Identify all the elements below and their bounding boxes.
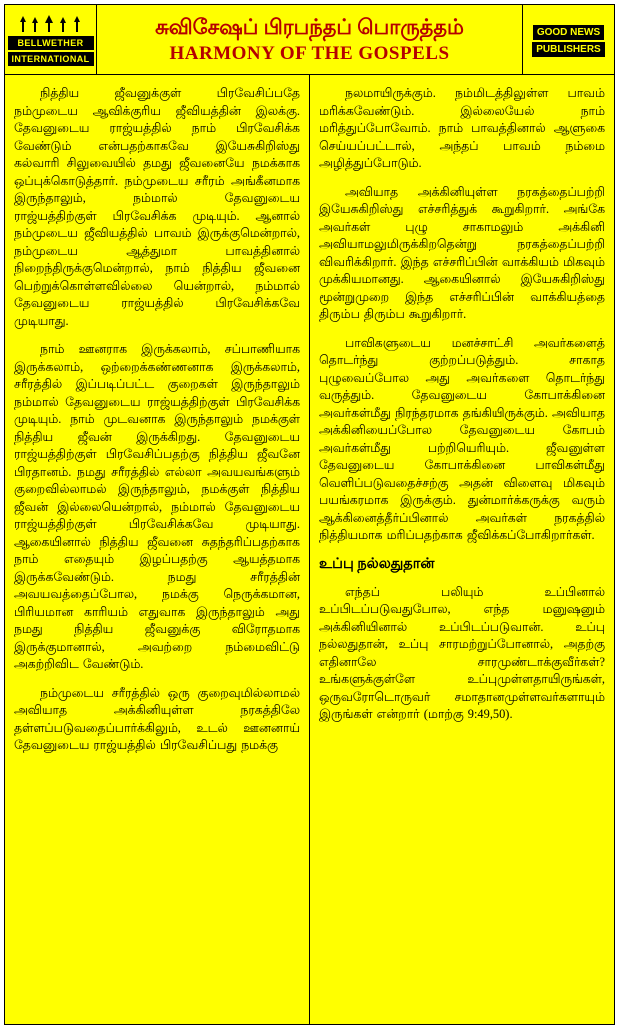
bellwether-subname: INTERNATIONAL: [8, 52, 94, 66]
torch-icon: [8, 13, 94, 35]
good-news-label: GOOD NEWS: [533, 25, 604, 40]
paragraph: நலமாயிருக்கும். நம்மிடத்திலுள்ள பாவம் மரிக்கவேண்டும். இல்லையேல் நாம் மரித்துப்போவோம். நாம் பாவத்தினால் ஆளுகை செய்யப்பட்டால், அந்தப் பாவம் நம்மை அழித்துப்போடும்.: [319, 86, 605, 170]
right-column: [310, 75, 614, 1024]
paragraph: பாவிகளுடைய மனச்சாட்சி அவர்களைத் தொடர்ந்து குற்றப்படுத்தும். சாகாத புழுவைப்போல அது அவர்களை தொடர்ந்து வருத்தும். தேவனுடைய கோபாக்கினை அவர்கள்மீது நிரந்தரமாக தங்கியிருக்கும். அவியாத அக்கினியைப்போல தேவனுடைய கோபம் அவர்கள்மீது பற்றியெரியும். ஜீவனுள்ள தேவனுடைய கோபாக்கினை பாவிகள்மீது வெளிப்படுவதைச்சற்கு அதன் விளைவு மிகவும் பயங்கரமாக இருக்கும். துன்மார்க்கருக்கு வரும் ஆக்கினைத்தீர்ப்பினால் அவர்கள் நரகத்தில் நித்தியமாக மரிப்பதற்காக ஜீவிக்கப்போகிறார்கள்.: [319, 335, 605, 542]
paragraph: எந்தப் பலியும் உப்பினால் உப்பிடப்படுவதுபோல, எந்த மனுஷனும் அக்கினியினால் உப்பிடப்படுவான். உப்பு நல்லதுதான், உப்பு சாரமற்றுப்போனால், அதற்கு எதினாலே சாரமுண்டாக்குவீர்கள்? உங்களுக்குள்ளே உப்புமுள்ளதாயிருங்கள், ஒருவரோடொருவர் சமாதானமுள்ளவர்களாயும் இருங்கள் என்றார் (மாற்கு 9:49,50).: [319, 584, 605, 721]
page-header: [5, 5, 614, 75]
paragraph: நித்திய ஜீவனுக்குள் பிரவேசிப்பதே நம்முடைய ஆவிக்குரிய ஜீவியத்தின் இலக்கு. தேவனுடைய ராஜ்யத்தில் நாம் பிரவேசிக்க வேண்டும் என்பதற்காகவே இயேசுகிறிஸ்து கல்வாரி சிலுவையில் தமது ஜீவனையே நமக்காக ஒப்புக்கொடுத்தார். நம்முடைய சரீரம் அங்கீனமாக இருந்தாலும், நம்மால் தேவனுடைய ராஜ்யத்திற்குள் பிரவேசிக்க முடியும். ஆனால் நம்முடைய ஜீவியத்தில் பாவம் இருக்குமென்றால், நம்முடைய ஆத்துமா பாவத்தினால் நிறைந்திருக்குமென்றால், நாம் நித்திய ஜீவனை பெற்றுக்கொள்ளவில்லை யென்றால், நம்மால் தேவனுடைய ராஜ்யத்தில் பிரவேசிக்கவே முடியாது.: [14, 86, 300, 328]
page-title-english: HARMONY OF THE GOSPELS: [169, 43, 450, 64]
page-frame: [4, 4, 615, 1025]
title-block: [97, 5, 522, 74]
publishers-label: PUBLISHERS: [532, 42, 604, 57]
paragraph: நாம் ஊனராக இருக்கலாம், சப்பாணியாக இருக்கலாம், ஒற்றைக்கண்ணனாக இருக்கலாம், சரீரத்தில் இப்படிப்பட்ட குறைகள் இருந்தாலும் நம்மால் தேவனுடைய ராஜ்யத்திற்குள் பிரவேசிக்க முடியும். நாம் முடவனாக இருந்தாலும் நமக்குள் நித்திய ஜீவன் இருக்கிறது. தேவனுடைய ராஜ்யத்திற்குள் பிரவேசிப்பதற்கு நித்திய ஜீவனே பிரதானம். நமது சரீரத்தில் எல்லா அவயவங்களும் குறைவில்லாமல் இருந்தாலும், நமக்குள் நித்திய ஜீவன் இல்லையென்றால், நம்மால் தேவனுடைய ராஜ்யத்திற்குள் பிரவேசிக்கவே முடியாது. ஆகையினால் நித்திய ஜீவனை சுதந்தரிப்பதற்காக நாம் எதையும் இழப்பதற்கு ஆயத்தமாக இருக்கவேண்டும். நமது சரீரத்தின் அவயவத்தைப்போல, நமக்கு நெருக்கமான, பிரியமான காரியம் எதுவாக இருந்தாலும் அது நமது நித்திய ஜீவனுக்கு விரோதமாக இருக்குமானால், அவற்றை நம்மைவிட்டு அகற்றிவிட வேண்டும்.: [14, 342, 300, 671]
bellwether-logo: [5, 5, 97, 74]
paragraph: அவியாத அக்கினியுள்ள நரகத்தைப்பற்றி இயேசுகிறிஸ்து எச்சரித்துக் கூறுகிறார். அங்கே அவர்கள் புழு சாகாமலும் அக்கினி அவியாமலுமிருக்கிறதென்று நரகத்தைப்பற்றி விவரிக்கிறார். இந்த எச்சரிப்பின் வாக்கியம் மிகவும் முக்கியமானது. ஆகையினால் இயேசுகிறிஸ்து மூன்றுமுறை இந்த எச்சரிப்பின் வாக்கியத்தை திரும்ப திரும்ப கூறுகிறார்.: [319, 184, 605, 321]
body-columns: [5, 75, 614, 1024]
good-news-publishers-logo: [522, 5, 614, 74]
bellwether-name: BELLWETHER: [8, 36, 94, 50]
section-subheading: உப்பு நல்லதுதான்: [319, 555, 435, 572]
paragraph: நம்முடைய சரீரத்தில் ஒரு குறைவுமில்லாமல் அவியாத அக்கினியுள்ள நரகத்திலே தள்ளப்படுவதைப்பார்க்கிலும், உடல் ஊனனாய் தேவனுடைய ராஜ்யத்தில் பிரவேசிப்பது நமக்கு: [14, 685, 300, 752]
page-title-tamil: சுவிசேஷப் பிரபந்தப் பொருத்தம்: [155, 15, 464, 39]
left-column: [5, 75, 310, 1024]
